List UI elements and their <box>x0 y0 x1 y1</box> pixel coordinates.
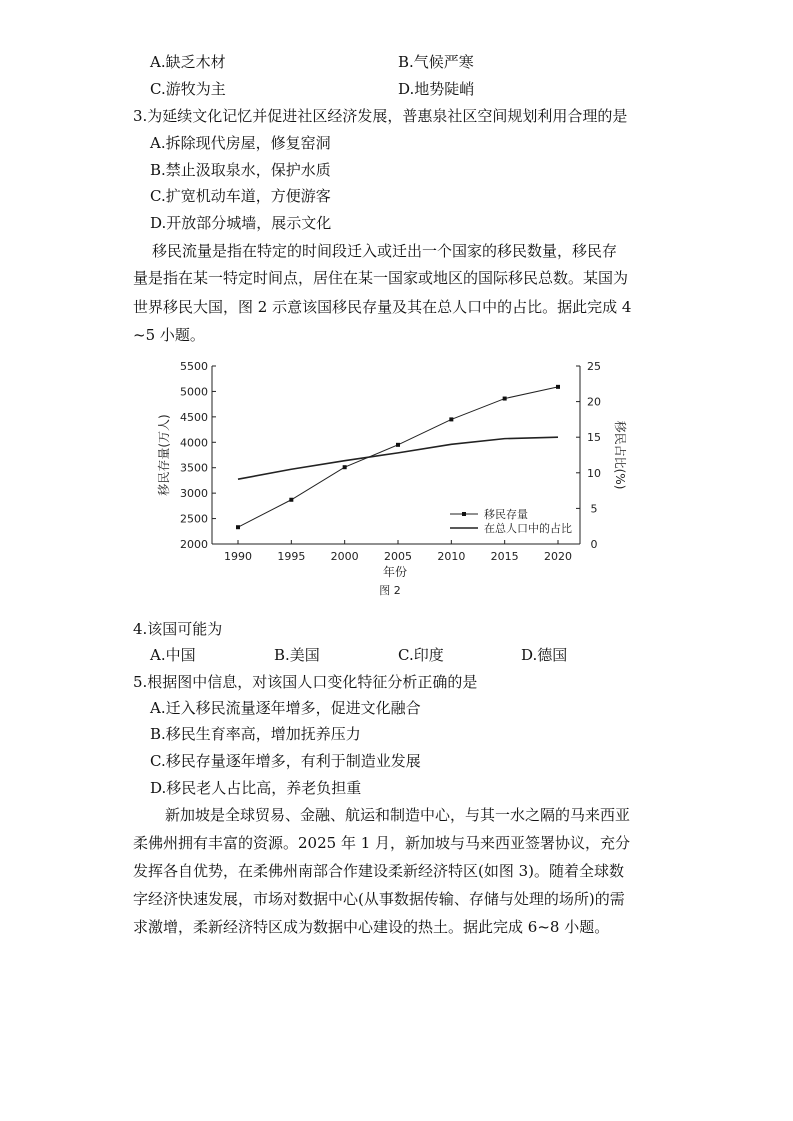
legend-marker-migrant-stock <box>462 512 466 516</box>
data-point-migrant-stock <box>343 465 347 469</box>
passage2-line: 新加坡是全球贸易、金融、航运和制造中心，与其一水之隔的马来西亚 <box>165 806 631 824</box>
y-tick-label-left: 5000 <box>180 385 208 399</box>
q4-stem: 4.该国可能为 <box>133 620 223 638</box>
data-point-migrant-stock <box>396 443 400 447</box>
passage1-line: 世界移民大国，图 2 示意该国移民存量及其在总人口中的占比。据此完成 4 <box>133 298 632 316</box>
q3-option-c: C.扩宽机动车道，方便游客 <box>150 187 331 205</box>
x-tick-label: 1995 <box>277 550 306 563</box>
passage1-line: 量是指在某一特定时间点，居住在某一国家或地区的国际移民总数。某国为 <box>133 269 629 287</box>
q5-option-c: C.移民存量逐年增多，有利于制造业发展 <box>150 752 421 770</box>
y-tick-label-left: 3500 <box>180 461 208 475</box>
q4-option-c: C.印度 <box>398 646 444 664</box>
y-tick-label-right: 20 <box>587 395 601 409</box>
data-point-migrant-stock <box>503 397 507 401</box>
q3-option-a: A.拆除现代房屋，修复窑洞 <box>150 134 331 152</box>
passage2-line: 求激增，柔新经济特区成为数据中心建设的热土。据此完成 6~8 小题。 <box>133 918 610 936</box>
y-tick-label-right: 10 <box>587 466 601 480</box>
q2-option-b: B.气候严寒 <box>398 53 474 71</box>
passage2-line: 柔佛州拥有丰富的资源。2025 年 1 月，新加坡与马来西亚签署协议，充分 <box>133 834 631 852</box>
migrant-stock-chart <box>150 352 630 602</box>
q5-option-b: B.移民生育率高，增加抚养压力 <box>150 725 361 743</box>
q2-option-a: A.缺乏木材 <box>150 53 226 71</box>
data-point-migrant-stock <box>289 498 293 502</box>
passage2-line: 发挥各自优势，在柔佛州南部合作建设柔新经济特区(如图 3)。随着全球数 <box>133 862 625 880</box>
passage2-line: 字经济快速发展，市场对数据中心(从事数据传输、存储与处理的场所)的需 <box>133 890 625 908</box>
x-tick-label: 2010 <box>437 550 466 563</box>
legend-label-migrant-stock: 移民存量 <box>484 508 528 521</box>
figure-caption: 图 2 <box>379 584 401 597</box>
passage1-line: ~5 小题。 <box>133 326 205 344</box>
y-tick-label-left: 3000 <box>180 487 208 501</box>
y-tick-label-right: 25 <box>587 360 601 373</box>
y-tick-label-left: 4500 <box>180 410 208 424</box>
y-axis-title-left: 移民存量(万人) <box>157 414 171 496</box>
y-tick-label-left: 2500 <box>180 512 208 526</box>
legend-label-population-share: 在总人口中的占比 <box>484 522 572 535</box>
x-tick-label: 1990 <box>224 550 252 563</box>
x-tick-label: 2005 <box>384 550 412 563</box>
y-tick-label-left: 5500 <box>180 360 208 373</box>
data-point-migrant-stock <box>449 417 453 421</box>
q2-option-c: C.游牧为主 <box>150 80 226 98</box>
passage1-line: 移民流量是指在特定的时间段迁入或迁出一个国家的移民数量，移民存 <box>152 242 618 260</box>
y-tick-label-left: 4000 <box>180 436 208 450</box>
q2-option-d: D.地势陡峭 <box>398 80 475 98</box>
x-tick-label: 2015 <box>490 550 519 563</box>
y-axis-title-right: 移民占比(%) <box>613 420 627 490</box>
y-tick-label-right: 15 <box>587 431 601 445</box>
x-tick-label: 2000 <box>330 550 359 563</box>
x-tick-label: 2020 <box>544 550 572 563</box>
q3-option-d: D.开放部分城墙，展示文化 <box>150 214 332 232</box>
q4-option-a: A.中国 <box>150 646 196 664</box>
series-line-migrant-stock <box>238 387 558 527</box>
q5-option-d: D.移民老人占比高，养老负担重 <box>150 779 362 797</box>
data-point-migrant-stock <box>236 525 240 529</box>
q4-option-b: B.美国 <box>274 646 320 664</box>
y-tick-label-left: 2000 <box>180 538 208 551</box>
data-point-migrant-stock <box>556 385 560 389</box>
q3-stem: 3.为延续文化记忆并促进社区经济发展，普惠泉社区空间规划利用合理的是 <box>133 107 628 125</box>
q5-stem: 5.根据图中信息，对该国人口变化特征分析正确的是 <box>133 673 478 691</box>
x-axis-title: 年份 <box>382 565 408 579</box>
y-tick-label-right: 5 <box>590 502 598 516</box>
q4-option-d: D.德国 <box>521 646 568 664</box>
y-tick-label-right: 0 <box>590 538 598 551</box>
q5-option-a: A.迁入移民流量逐年增多，促进文化融合 <box>150 699 421 717</box>
q3-option-b: B.禁止汲取泉水，保护水质 <box>150 161 331 179</box>
